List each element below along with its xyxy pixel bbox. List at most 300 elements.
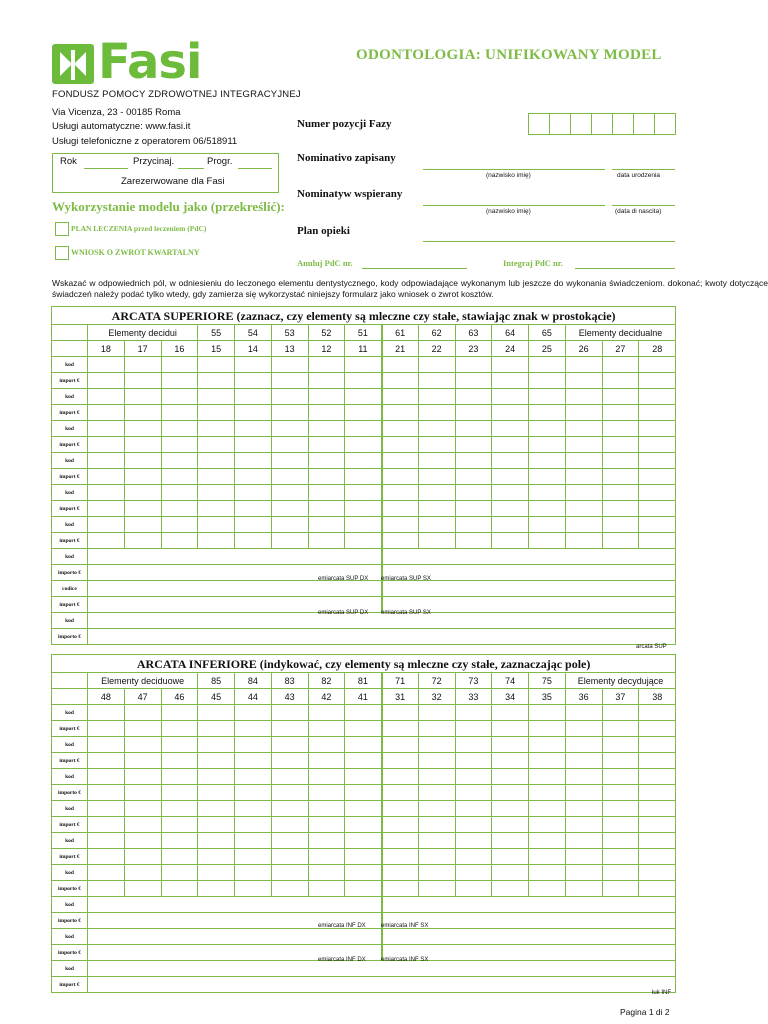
- entry-cell[interactable]: [382, 453, 419, 469]
- entry-cell[interactable]: [602, 405, 639, 421]
- deciduous-tooth-number[interactable]: 54: [235, 325, 272, 341]
- entry-cell[interactable]: [529, 389, 566, 405]
- entry-cell[interactable]: [308, 453, 345, 469]
- entry-cell[interactable]: [639, 817, 676, 833]
- entry-cell[interactable]: [271, 469, 308, 485]
- entry-cell[interactable]: [382, 881, 419, 897]
- entry-cell[interactable]: [271, 405, 308, 421]
- entry-cell[interactable]: [124, 501, 161, 517]
- option-refund-checkbox[interactable]: [55, 246, 69, 260]
- hemi-arch-sx-cell[interactable]: [382, 929, 676, 945]
- entry-cell[interactable]: [308, 865, 345, 881]
- entry-cell[interactable]: [161, 769, 198, 785]
- option-pdc-checkbox[interactable]: [55, 222, 69, 236]
- entry-cell[interactable]: [88, 865, 125, 881]
- entry-cell[interactable]: [418, 533, 455, 549]
- entry-cell[interactable]: [235, 373, 272, 389]
- deciduous-tooth-number[interactable]: 61: [382, 325, 419, 341]
- entry-cell[interactable]: [161, 517, 198, 533]
- permanent-tooth-number[interactable]: 32: [418, 689, 455, 705]
- entry-cell[interactable]: [565, 737, 602, 753]
- entry-cell[interactable]: [492, 517, 529, 533]
- entry-cell[interactable]: [124, 785, 161, 801]
- entry-cell[interactable]: [88, 357, 125, 373]
- entry-cell[interactable]: [418, 437, 455, 453]
- entry-cell[interactable]: [161, 849, 198, 865]
- entry-cell[interactable]: [455, 801, 492, 817]
- entry-cell[interactable]: [565, 405, 602, 421]
- entry-cell[interactable]: [602, 865, 639, 881]
- permanent-tooth-number[interactable]: 22: [418, 341, 455, 357]
- entry-cell[interactable]: [455, 769, 492, 785]
- entry-cell[interactable]: [565, 453, 602, 469]
- entry-cell[interactable]: [198, 769, 235, 785]
- entry-cell[interactable]: [529, 421, 566, 437]
- permanent-tooth-number[interactable]: 17: [124, 341, 161, 357]
- entry-cell[interactable]: [345, 485, 382, 501]
- entry-cell[interactable]: [492, 881, 529, 897]
- entry-cell[interactable]: [198, 865, 235, 881]
- entry-cell[interactable]: [235, 817, 272, 833]
- entry-cell[interactable]: [88, 737, 125, 753]
- entry-cell[interactable]: [418, 881, 455, 897]
- entry-cell[interactable]: [235, 881, 272, 897]
- entry-cell[interactable]: [565, 721, 602, 737]
- entry-cell[interactable]: [639, 437, 676, 453]
- entry-cell[interactable]: [382, 373, 419, 389]
- entry-cell[interactable]: [565, 881, 602, 897]
- entry-cell[interactable]: [345, 405, 382, 421]
- permanent-tooth-number[interactable]: 15: [198, 341, 235, 357]
- permanent-tooth-number[interactable]: 33: [455, 689, 492, 705]
- entry-cell[interactable]: [308, 785, 345, 801]
- entry-cell[interactable]: [271, 737, 308, 753]
- entry-cell[interactable]: [308, 437, 345, 453]
- entry-cell[interactable]: [124, 769, 161, 785]
- entry-cell[interactable]: [161, 817, 198, 833]
- data-urodzenia-field[interactable]: [612, 169, 675, 170]
- entry-cell[interactable]: [492, 533, 529, 549]
- entry-cell[interactable]: [529, 753, 566, 769]
- entry-cell[interactable]: [565, 469, 602, 485]
- entry-cell[interactable]: [455, 437, 492, 453]
- entry-cell[interactable]: [418, 453, 455, 469]
- entry-cell[interactable]: [565, 753, 602, 769]
- entry-cell[interactable]: [529, 485, 566, 501]
- permanent-tooth-number[interactable]: 26: [565, 341, 602, 357]
- entry-cell[interactable]: [602, 881, 639, 897]
- entry-cell[interactable]: [345, 801, 382, 817]
- entry-cell[interactable]: [161, 501, 198, 517]
- entry-cell[interactable]: [639, 849, 676, 865]
- deciduous-tooth-number[interactable]: 84: [235, 673, 272, 689]
- entry-cell[interactable]: [308, 705, 345, 721]
- entry-cell[interactable]: [492, 833, 529, 849]
- entry-cell[interactable]: [308, 817, 345, 833]
- entry-cell[interactable]: [602, 373, 639, 389]
- entry-cell[interactable]: [88, 769, 125, 785]
- entry-cell[interactable]: [418, 833, 455, 849]
- entry-cell[interactable]: [198, 881, 235, 897]
- entry-cell[interactable]: [161, 389, 198, 405]
- entry-cell[interactable]: [345, 469, 382, 485]
- entry-cell[interactable]: [198, 453, 235, 469]
- entry-cell[interactable]: [602, 833, 639, 849]
- entry-cell[interactable]: [271, 357, 308, 373]
- entry-cell[interactable]: [345, 533, 382, 549]
- entry-cell[interactable]: [235, 405, 272, 421]
- entry-cell[interactable]: [124, 849, 161, 865]
- entry-cell[interactable]: [455, 533, 492, 549]
- hemi-arch-dx-cell[interactable]: [88, 929, 382, 945]
- entry-cell[interactable]: [639, 389, 676, 405]
- hemi-arch-dx-cell[interactable]: [88, 581, 382, 597]
- entry-cell[interactable]: [198, 405, 235, 421]
- entry-cell[interactable]: [198, 517, 235, 533]
- entry-cell[interactable]: [492, 721, 529, 737]
- entry-cell[interactable]: [308, 533, 345, 549]
- deciduous-tooth-number[interactable]: 64: [492, 325, 529, 341]
- entry-cell[interactable]: [308, 501, 345, 517]
- deciduous-tooth-number[interactable]: 73: [455, 673, 492, 689]
- entry-cell[interactable]: [235, 485, 272, 501]
- entry-cell[interactable]: [565, 437, 602, 453]
- entry-cell[interactable]: [198, 753, 235, 769]
- entry-cell[interactable]: [345, 785, 382, 801]
- permanent-tooth-number[interactable]: 34: [492, 689, 529, 705]
- entry-cell[interactable]: [455, 737, 492, 753]
- entry-cell[interactable]: [639, 721, 676, 737]
- entry-cell[interactable]: [529, 721, 566, 737]
- entry-cell[interactable]: [602, 469, 639, 485]
- permanent-tooth-number[interactable]: 23: [455, 341, 492, 357]
- entry-cell[interactable]: [529, 437, 566, 453]
- entry-cell[interactable]: [88, 453, 125, 469]
- entry-cell[interactable]: [271, 849, 308, 865]
- entry-cell[interactable]: [124, 833, 161, 849]
- deciduous-tooth-number[interactable]: 83: [271, 673, 308, 689]
- entry-cell[interactable]: [161, 453, 198, 469]
- entry-cell[interactable]: [235, 721, 272, 737]
- entry-cell[interactable]: [88, 517, 125, 533]
- entry-cell[interactable]: [124, 421, 161, 437]
- entry-cell[interactable]: [418, 357, 455, 373]
- entry-cell[interactable]: [235, 357, 272, 373]
- entry-cell[interactable]: [492, 785, 529, 801]
- entry-cell[interactable]: [639, 865, 676, 881]
- entry-cell[interactable]: [455, 849, 492, 865]
- entry-cell[interactable]: [492, 389, 529, 405]
- entry-cell[interactable]: [639, 533, 676, 549]
- entry-cell[interactable]: [602, 769, 639, 785]
- entry-cell[interactable]: [308, 769, 345, 785]
- entry-cell[interactable]: [235, 753, 272, 769]
- entry-cell[interactable]: [418, 501, 455, 517]
- entry-cell[interactable]: [345, 737, 382, 753]
- entry-cell[interactable]: [602, 357, 639, 373]
- entry-cell[interactable]: [235, 705, 272, 721]
- entry-cell[interactable]: [418, 705, 455, 721]
- entry-cell[interactable]: [529, 469, 566, 485]
- entry-cell[interactable]: [382, 785, 419, 801]
- entry-cell[interactable]: [565, 817, 602, 833]
- permanent-tooth-number[interactable]: 44: [235, 689, 272, 705]
- entry-cell[interactable]: [565, 533, 602, 549]
- entry-cell[interactable]: [455, 485, 492, 501]
- entry-cell[interactable]: [492, 769, 529, 785]
- entry-cell[interactable]: [418, 817, 455, 833]
- entry-cell[interactable]: [565, 517, 602, 533]
- permanent-tooth-number[interactable]: 36: [565, 689, 602, 705]
- entry-cell[interactable]: [418, 405, 455, 421]
- deciduous-tooth-number[interactable]: 63: [455, 325, 492, 341]
- entry-cell[interactable]: [308, 421, 345, 437]
- entry-cell[interactable]: [198, 801, 235, 817]
- entry-cell[interactable]: [235, 801, 272, 817]
- entry-cell[interactable]: [529, 801, 566, 817]
- deciduous-tooth-number[interactable]: 72: [418, 673, 455, 689]
- entry-cell[interactable]: [529, 833, 566, 849]
- entry-cell[interactable]: [161, 357, 198, 373]
- entry-cell[interactable]: [382, 721, 419, 737]
- entry-cell[interactable]: [124, 357, 161, 373]
- entry-cell[interactable]: [492, 453, 529, 469]
- entry-cell[interactable]: [198, 833, 235, 849]
- entry-cell[interactable]: [639, 453, 676, 469]
- entry-cell[interactable]: [418, 517, 455, 533]
- entry-cell[interactable]: [382, 517, 419, 533]
- entry-cell[interactable]: [124, 881, 161, 897]
- entry-cell[interactable]: [345, 705, 382, 721]
- entry-cell[interactable]: [345, 517, 382, 533]
- entry-cell[interactable]: [382, 405, 419, 421]
- entry-cell[interactable]: [382, 849, 419, 865]
- entry-cell[interactable]: [455, 389, 492, 405]
- entry-cell[interactable]: [88, 721, 125, 737]
- entry-cell[interactable]: [382, 469, 419, 485]
- entry-cell[interactable]: [345, 817, 382, 833]
- entry-cell[interactable]: [492, 865, 529, 881]
- entry-cell[interactable]: [565, 705, 602, 721]
- entry-cell[interactable]: [455, 865, 492, 881]
- permanent-tooth-number[interactable]: 24: [492, 341, 529, 357]
- entry-cell[interactable]: [271, 373, 308, 389]
- entry-cell[interactable]: [382, 753, 419, 769]
- entry-cell[interactable]: [235, 421, 272, 437]
- entry-cell[interactable]: [271, 437, 308, 453]
- entry-cell[interactable]: [418, 469, 455, 485]
- deciduous-tooth-number[interactable]: 82: [308, 673, 345, 689]
- entry-cell[interactable]: [271, 801, 308, 817]
- entry-cell[interactable]: [235, 785, 272, 801]
- deciduous-tooth-number[interactable]: 81: [345, 673, 382, 689]
- przycinaj-field[interactable]: [178, 168, 204, 169]
- entry-cell[interactable]: [235, 769, 272, 785]
- entry-cell[interactable]: [88, 405, 125, 421]
- entry-cell[interactable]: [639, 833, 676, 849]
- entry-cell[interactable]: [308, 357, 345, 373]
- entry-cell[interactable]: [639, 769, 676, 785]
- entry-cell[interactable]: [602, 453, 639, 469]
- entry-cell[interactable]: [565, 485, 602, 501]
- entry-cell[interactable]: [161, 533, 198, 549]
- entry-cell[interactable]: [639, 785, 676, 801]
- permanent-tooth-number[interactable]: 37: [602, 689, 639, 705]
- entry-cell[interactable]: [382, 737, 419, 753]
- entry-cell[interactable]: [308, 849, 345, 865]
- entry-cell[interactable]: [602, 801, 639, 817]
- deciduous-tooth-number[interactable]: 55: [198, 325, 235, 341]
- entry-cell[interactable]: [271, 453, 308, 469]
- entry-cell[interactable]: [382, 705, 419, 721]
- entry-cell[interactable]: [418, 737, 455, 753]
- entry-cell[interactable]: [418, 389, 455, 405]
- entry-cell[interactable]: [271, 881, 308, 897]
- entry-cell[interactable]: [235, 517, 272, 533]
- entry-cell[interactable]: [455, 753, 492, 769]
- entry-cell[interactable]: [345, 421, 382, 437]
- entry-cell[interactable]: [88, 389, 125, 405]
- entry-cell[interactable]: [235, 453, 272, 469]
- entry-cell[interactable]: [492, 485, 529, 501]
- deciduous-tooth-number[interactable]: 65: [529, 325, 566, 341]
- entry-cell[interactable]: [639, 737, 676, 753]
- entry-cell[interactable]: [161, 865, 198, 881]
- entry-cell[interactable]: [308, 485, 345, 501]
- entry-cell[interactable]: [455, 469, 492, 485]
- entry-cell[interactable]: [345, 357, 382, 373]
- entry-cell[interactable]: [198, 437, 235, 453]
- entry-cell[interactable]: [602, 437, 639, 453]
- entry-cell[interactable]: [271, 421, 308, 437]
- entry-cell[interactable]: [124, 533, 161, 549]
- entry-cell[interactable]: [382, 833, 419, 849]
- entry-cell[interactable]: [345, 769, 382, 785]
- hemi-arch-sx-cell[interactable]: [382, 581, 676, 597]
- entry-cell[interactable]: [235, 533, 272, 549]
- entry-cell[interactable]: [455, 357, 492, 373]
- entry-cell[interactable]: [271, 833, 308, 849]
- entry-cell[interactable]: [418, 421, 455, 437]
- entry-cell[interactable]: [161, 405, 198, 421]
- progr-field[interactable]: [238, 168, 272, 169]
- entry-cell[interactable]: [161, 737, 198, 753]
- entry-cell[interactable]: [271, 865, 308, 881]
- entry-cell[interactable]: [88, 833, 125, 849]
- entry-cell[interactable]: [565, 501, 602, 517]
- entry-cell[interactable]: [382, 485, 419, 501]
- entry-cell[interactable]: [88, 469, 125, 485]
- entry-cell[interactable]: [602, 421, 639, 437]
- entry-cell[interactable]: [529, 881, 566, 897]
- entry-cell[interactable]: [639, 485, 676, 501]
- entry-cell[interactable]: [529, 373, 566, 389]
- entry-cell[interactable]: [308, 389, 345, 405]
- entry-cell[interactable]: [382, 817, 419, 833]
- entry-cell[interactable]: [455, 817, 492, 833]
- permanent-tooth-number[interactable]: 21: [382, 341, 419, 357]
- entry-cell[interactable]: [382, 533, 419, 549]
- permanent-tooth-number[interactable]: 45: [198, 689, 235, 705]
- entry-cell[interactable]: [308, 469, 345, 485]
- entry-cell[interactable]: [271, 817, 308, 833]
- entry-cell[interactable]: [602, 517, 639, 533]
- entry-cell[interactable]: [308, 517, 345, 533]
- entry-cell[interactable]: [565, 421, 602, 437]
- entry-cell[interactable]: [198, 389, 235, 405]
- entry-cell[interactable]: [124, 865, 161, 881]
- entry-cell[interactable]: [124, 801, 161, 817]
- entry-cell[interactable]: [308, 373, 345, 389]
- permanent-tooth-number[interactable]: 31: [382, 689, 419, 705]
- entry-cell[interactable]: [88, 849, 125, 865]
- entry-cell[interactable]: [455, 501, 492, 517]
- entry-cell[interactable]: [271, 485, 308, 501]
- entry-cell[interactable]: [602, 785, 639, 801]
- entry-cell[interactable]: [492, 849, 529, 865]
- entry-cell[interactable]: [124, 753, 161, 769]
- entry-cell[interactable]: [418, 753, 455, 769]
- entry-cell[interactable]: [235, 849, 272, 865]
- entry-cell[interactable]: [271, 389, 308, 405]
- deciduous-tooth-number[interactable]: 75: [529, 673, 566, 689]
- entry-cell[interactable]: [639, 373, 676, 389]
- entry-cell[interactable]: [602, 849, 639, 865]
- anuluj-field[interactable]: [362, 268, 467, 269]
- entry-cell[interactable]: [639, 405, 676, 421]
- deciduous-tooth-number[interactable]: 71: [382, 673, 419, 689]
- deciduous-tooth-number[interactable]: 62: [418, 325, 455, 341]
- entry-cell[interactable]: [639, 801, 676, 817]
- entry-cell[interactable]: [529, 769, 566, 785]
- entry-cell[interactable]: [198, 737, 235, 753]
- entry-cell[interactable]: [124, 373, 161, 389]
- entry-cell[interactable]: [382, 865, 419, 881]
- entry-cell[interactable]: [124, 469, 161, 485]
- entry-cell[interactable]: [308, 721, 345, 737]
- nominatyw-wspierany-field[interactable]: [423, 205, 605, 206]
- entry-cell[interactable]: [529, 785, 566, 801]
- entry-cell[interactable]: [455, 421, 492, 437]
- entry-cell[interactable]: [124, 389, 161, 405]
- entry-cell[interactable]: [418, 785, 455, 801]
- deciduous-tooth-number[interactable]: 85: [198, 673, 235, 689]
- entry-cell[interactable]: [345, 389, 382, 405]
- entry-cell[interactable]: [455, 405, 492, 421]
- entry-cell[interactable]: [639, 753, 676, 769]
- entry-cell[interactable]: [345, 833, 382, 849]
- entry-cell[interactable]: [455, 833, 492, 849]
- entry-cell[interactable]: [455, 785, 492, 801]
- entry-cell[interactable]: [198, 469, 235, 485]
- entry-cell[interactable]: [639, 501, 676, 517]
- permanent-tooth-number[interactable]: 38: [639, 689, 676, 705]
- entry-cell[interactable]: [345, 373, 382, 389]
- entry-cell[interactable]: [602, 533, 639, 549]
- entry-cell[interactable]: [455, 881, 492, 897]
- entry-cell[interactable]: [492, 705, 529, 721]
- entry-cell[interactable]: [418, 721, 455, 737]
- entry-cell[interactable]: [198, 357, 235, 373]
- entry-cell[interactable]: [492, 421, 529, 437]
- entry-cell[interactable]: [602, 737, 639, 753]
- entry-cell[interactable]: [418, 485, 455, 501]
- entry-cell[interactable]: [529, 517, 566, 533]
- entry-cell[interactable]: [124, 517, 161, 533]
- arch-cell[interactable]: [88, 629, 676, 645]
- entry-cell[interactable]: [88, 801, 125, 817]
- entry-cell[interactable]: [271, 721, 308, 737]
